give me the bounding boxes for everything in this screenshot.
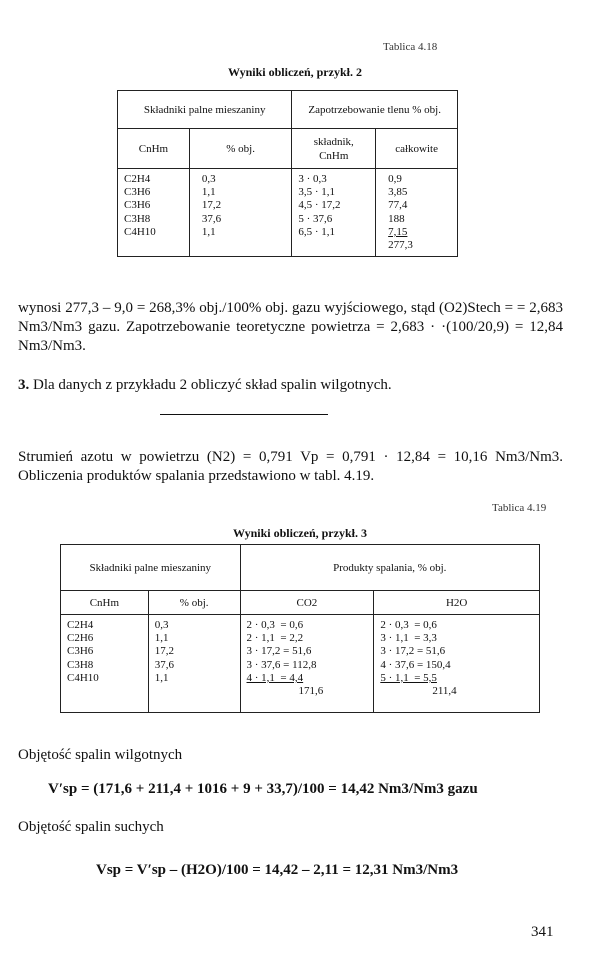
table-cell: 0,3 [201,173,216,185]
task-number: 3. [18,377,30,393]
table-cell: 6,5 · 1,1 [298,225,336,238]
table-cell: C3H6 [124,186,151,199]
table-cell: 7,15 [388,225,408,238]
table-4-19-head-components: Składniki palne mieszaniny [61,545,241,591]
table-cell: 2 · 0,3 = 0,6 [246,619,304,631]
table-4-18-label: Tablica 4.18 [383,41,438,53]
table-cell: 4,5 · 17,2 [298,199,341,212]
table-4-18-head-oxygen: Zapotrzebowanie tlenu % obj. [292,91,458,129]
table-4-18-col-pct [189,169,292,257]
table-cell: 2 · 0,3 = 0,6 [380,619,437,631]
table-4-18-head-pct: % obj. [189,129,292,169]
table-cell: 77,4 [388,199,408,212]
table-4-19-head-cnhm: CnHm [61,591,149,615]
table-4-19-col-pct [148,615,240,713]
table-4-18-title: Wyniki obliczeń, przykł. 2 [228,65,362,79]
table-4-19-title: Wyniki obliczeń, przykł. 3 [233,526,367,540]
table-cell: C3H6 [124,199,151,212]
paragraph-oxygen-demand: wynosi 277,3 – 9,0 = 268,3% obj./100% obj. gazu wyjściowego, stąd (O2)Stech = = 2,683 Nm3/Nm3 gazu. Zapotrzebowanie teoretyczne powietrza = 2,683 · ·(100/20,9) = 12,84 Nm3/Nm3. [18,300,563,354]
table-cell: C3H8 [67,658,94,671]
table-cell: 4 · 37,6 = 150,4 [380,658,451,671]
wet-volume-label: Objętość spalin wilgotnych [18,747,183,763]
table-4-18-head-part: składnik, CnHm [292,129,376,169]
table-cell: 1,1 [201,186,216,199]
table-4-19-col-comp [61,615,149,713]
table-cell: C2H4 [124,173,151,185]
table-cell: 0,3 [154,619,169,631]
table-cell: 0,9 [388,173,402,185]
paragraph-nitrogen: Strumień azotu w powietrzu (N2) = 0,791 Vp = 0,791 · 12,84 = 10,16 Nm3/Nm3. Obliczenia produktów spalania przedstawiono w tabl. 4.19. [18,449,563,484]
table-cell: 17,2 [201,199,222,212]
dry-volume-label: Objętość spalin suchych [18,819,164,835]
page-number: 341 [531,924,554,940]
equation-dry-volume: Vsp = V′sp – (H2O)/100 = 14,42 – 2,11 = 12,31 Nm3/Nm3 [96,862,459,878]
table-cell: 4 · 1,1 = 4,4 [246,671,304,684]
table-cell: C4H10 [124,225,156,238]
table-4-19-label: Tablica 4.19 [492,502,547,514]
equation-wet-volume: V′sp = (171,6 + 211,4 + 1016 + 9 + 33,7)/100 = 14,42 Nm3/Nm3 gazu [48,781,478,797]
table-cell: 37,6 [154,658,175,671]
table-cell: 3 · 0,3 [298,173,327,185]
table-4-19-head-pct: % obj. [148,591,240,615]
table-4-18-head-cnhm: CnHm [118,129,190,169]
table-cell: 37,6 [201,212,222,225]
table-cell: 1,1 [154,632,169,645]
table-cell: 3 · 1,1 = 3,3 [380,632,437,645]
table-cell: C3H6 [67,645,94,658]
table-cell: 17,2 [154,645,175,658]
table-cell: 188 [388,212,405,225]
table-cell: 2 · 1,1 = 2,2 [246,632,304,645]
table-4-18-col-part [292,169,376,257]
table-4-18-sum: 277,3 [388,239,413,252]
table-4-19-sum-co2: 171,6 [298,685,324,698]
table-4-19-col-h2o [374,615,540,713]
table-4-18-col-comp [118,169,190,257]
table-4-18-head-components: Składniki palne mieszaniny [118,91,292,129]
table-cell: 3 · 37,6 = 112,8 [246,658,317,671]
table-cell: C2H6 [67,632,94,645]
task-3 [18,376,563,395]
table-4-19-head-products: Produkty spalania, % obj. [240,545,539,591]
table-cell: 1,1 [201,225,216,238]
table-cell: 1,1 [154,671,169,684]
table-cell: 3,85 [388,186,408,199]
table-cell: 5 · 37,6 [298,212,333,225]
table-cell: 3 · 17,2 = 51,6 [246,645,312,658]
table-cell: C4H10 [67,671,99,684]
table-cell: C3H8 [124,212,151,225]
table-cell: C2H4 [67,619,94,631]
table-4-19 [60,544,540,713]
table-4-19-col-co2 [240,615,374,713]
task-text: Dla danych z przykładu 2 obliczyć skład spalin wilgotnych. [33,377,392,393]
table-cell: 5 · 1,1 = 5,5 [380,671,437,684]
table-4-18-col-total [376,169,458,257]
table-4-18 [117,90,458,257]
table-cell: 3,5 · 1,1 [298,186,336,199]
table-cell: 3 · 17,2 = 51,6 [380,645,446,658]
table-4-19-head-h2o: H2O [374,591,540,615]
separator-rule [160,414,328,415]
table-4-18-head-total: całkowite [376,129,458,169]
table-4-19-sum-h2o: 211,4 [432,685,457,698]
table-4-19-head-co2: CO2 [240,591,374,615]
